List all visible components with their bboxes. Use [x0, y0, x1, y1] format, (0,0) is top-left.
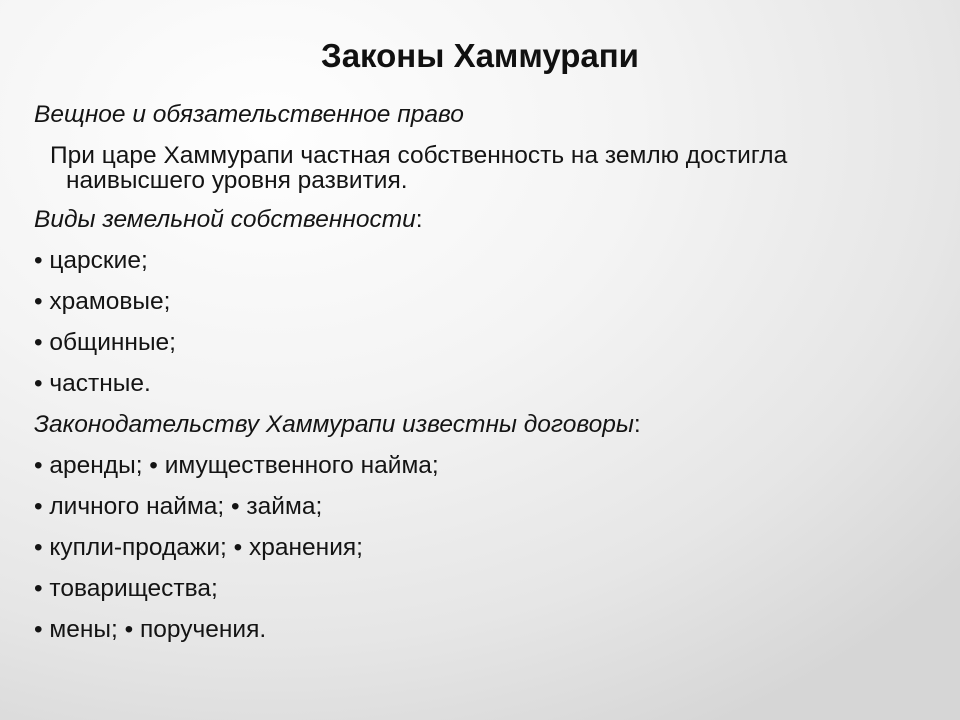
paragraph-private-property: При царе Хаммурапи частная собственность на землю достигла наивысшего уровня развития. [50, 142, 788, 194]
heading-colon: : [633, 411, 641, 438]
list-item: • аренды; • имущественного найма; [34, 452, 439, 479]
slide-content [34, 92, 914, 644]
slide-title: Законы Хаммурапи [321, 37, 639, 74]
list-item: • товарищества; [34, 575, 218, 602]
list-item: • частные. [34, 370, 151, 397]
list-item: • царские; [34, 247, 148, 274]
list-item: • общинные; [34, 329, 176, 356]
list-item: • купли-продажи; • хранения; [34, 534, 363, 561]
section-heading-property-law: Вещное и обязательственное право [34, 101, 464, 128]
section-contracts [34, 410, 914, 439]
list-item: • храмовые; [34, 288, 171, 315]
heading-colon: : [415, 206, 423, 233]
list-item: • личного найма; • займа; [34, 493, 323, 520]
section-heading-contracts: Законодательству Хаммурапи известны договоры [34, 411, 634, 438]
section-heading-land-ownership: Виды земельной собственности [34, 206, 416, 233]
section-land-ownership [34, 205, 914, 234]
list-item: • мены; • поручения. [34, 616, 267, 643]
